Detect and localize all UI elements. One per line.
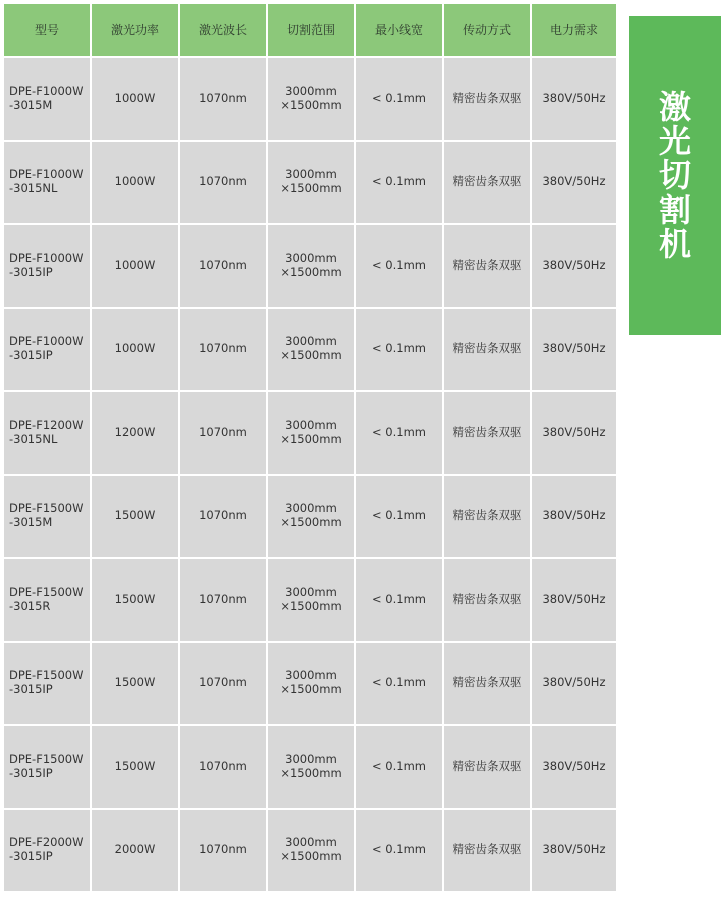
cell-model bbox=[4, 309, 92, 393]
cell-model bbox=[4, 142, 92, 226]
cell-range-line: ×1500mm bbox=[280, 598, 342, 613]
cell-drive: 精密齿条双驱 bbox=[444, 225, 532, 309]
cell-range bbox=[268, 810, 356, 894]
cell-model bbox=[4, 58, 92, 142]
cell-model-line: DPE-F1200W bbox=[9, 417, 84, 432]
cell-drive: 精密齿条双驱 bbox=[444, 726, 532, 810]
table-header-row bbox=[4, 4, 618, 58]
cell-model-line: DPE-F1500W bbox=[9, 584, 84, 599]
cell-model-line: DPE-F1500W bbox=[9, 751, 84, 766]
cell-model bbox=[4, 392, 92, 476]
table-body bbox=[4, 58, 618, 893]
cell-drive: 精密齿条双驱 bbox=[444, 559, 532, 643]
cell-power: 1000W bbox=[92, 142, 180, 226]
banner-char: 切 bbox=[658, 156, 691, 195]
cell-electric: 380V/50Hz bbox=[532, 142, 618, 226]
table-row bbox=[4, 309, 618, 393]
header-wavelength: 激光波长 bbox=[180, 4, 268, 58]
cell-power: 1200W bbox=[92, 392, 180, 476]
header-range: 切割范围 bbox=[268, 4, 356, 58]
header-electric: 电力需求 bbox=[532, 4, 618, 58]
cell-model-line: DPE-F1000W bbox=[9, 167, 84, 182]
cell-electric: 380V/50Hz bbox=[532, 643, 618, 727]
cell-wavelength: 1070nm bbox=[180, 392, 268, 476]
cell-electric: 380V/50Hz bbox=[532, 309, 618, 393]
cell-range-line: ×1500mm bbox=[280, 515, 342, 530]
cell-wavelength: 1070nm bbox=[180, 225, 268, 309]
cell-electric: 380V/50Hz bbox=[532, 476, 618, 560]
cell-model-line: -3015R bbox=[9, 598, 51, 613]
cell-model-line: -3015IP bbox=[9, 264, 53, 279]
cell-electric: 380V/50Hz bbox=[532, 810, 618, 894]
cell-range bbox=[268, 643, 356, 727]
header-power: 激光功率 bbox=[92, 4, 180, 58]
cell-range-line: 3000mm bbox=[285, 584, 337, 599]
cell-range-line: 3000mm bbox=[285, 417, 337, 432]
cell-model-line: DPE-F1000W bbox=[9, 334, 84, 349]
cell-model-line: -3015IP bbox=[9, 765, 53, 780]
cell-range-line: 3000mm bbox=[285, 501, 337, 516]
cell-range-line: ×1500mm bbox=[280, 348, 342, 363]
cell-model-line: -3015M bbox=[9, 97, 53, 112]
cell-power: 2000W bbox=[92, 810, 180, 894]
cell-range-line: 3000mm bbox=[285, 334, 337, 349]
table-row bbox=[4, 142, 618, 226]
product-banner bbox=[629, 16, 721, 335]
cell-wavelength: 1070nm bbox=[180, 476, 268, 560]
cell-range bbox=[268, 142, 356, 226]
cell-range bbox=[268, 225, 356, 309]
cell-model-line: DPE-F1000W bbox=[9, 250, 84, 265]
table-row bbox=[4, 559, 618, 643]
cell-model bbox=[4, 643, 92, 727]
cell-range-line: ×1500mm bbox=[280, 264, 342, 279]
table-row bbox=[4, 726, 618, 810]
cell-wavelength: 1070nm bbox=[180, 309, 268, 393]
cell-power: 1500W bbox=[92, 726, 180, 810]
cell-model-line: -3015IP bbox=[9, 348, 53, 363]
cell-range-line: 3000mm bbox=[285, 668, 337, 683]
banner-char: 激 bbox=[658, 87, 691, 126]
cell-range-line: ×1500mm bbox=[280, 682, 342, 697]
cell-linewidth: < 0.1mm bbox=[356, 225, 444, 309]
banner-char: 割 bbox=[658, 190, 691, 229]
cell-range-line: 3000mm bbox=[285, 83, 337, 98]
cell-power: 1500W bbox=[92, 476, 180, 560]
cell-range bbox=[268, 726, 356, 810]
cell-drive: 精密齿条双驱 bbox=[444, 643, 532, 727]
cell-model-line: -3015IP bbox=[9, 849, 53, 864]
cell-power: 1500W bbox=[92, 643, 180, 727]
cell-range bbox=[268, 476, 356, 560]
cell-electric: 380V/50Hz bbox=[532, 559, 618, 643]
cell-range-line: 3000mm bbox=[285, 835, 337, 850]
cell-wavelength: 1070nm bbox=[180, 559, 268, 643]
cell-drive: 精密齿条双驱 bbox=[444, 810, 532, 894]
cell-model-line: -3015NL bbox=[9, 431, 58, 446]
cell-range-line: ×1500mm bbox=[280, 97, 342, 112]
cell-drive: 精密齿条双驱 bbox=[444, 476, 532, 560]
table-row bbox=[4, 58, 618, 142]
cell-model bbox=[4, 476, 92, 560]
cell-linewidth: < 0.1mm bbox=[356, 559, 444, 643]
cell-wavelength: 1070nm bbox=[180, 58, 268, 142]
cell-model bbox=[4, 225, 92, 309]
cell-model-line: -3015IP bbox=[9, 682, 53, 697]
cell-electric: 380V/50Hz bbox=[532, 58, 618, 142]
cell-range bbox=[268, 392, 356, 476]
cell-model-line: DPE-F2000W bbox=[9, 835, 84, 850]
cell-power: 1500W bbox=[92, 559, 180, 643]
table-row bbox=[4, 392, 618, 476]
header-drive: 传动方式 bbox=[444, 4, 532, 58]
cell-linewidth: < 0.1mm bbox=[356, 58, 444, 142]
cell-range-line: ×1500mm bbox=[280, 849, 342, 864]
cell-model-line: -3015NL bbox=[9, 181, 58, 196]
cell-linewidth: < 0.1mm bbox=[356, 476, 444, 560]
cell-linewidth: < 0.1mm bbox=[356, 309, 444, 393]
cell-range bbox=[268, 309, 356, 393]
cell-linewidth: < 0.1mm bbox=[356, 142, 444, 226]
cell-range-line: 3000mm bbox=[285, 751, 337, 766]
banner-char: 机 bbox=[658, 224, 691, 263]
cell-range-line: ×1500mm bbox=[280, 765, 342, 780]
header-model: 型号 bbox=[4, 4, 92, 58]
table-row bbox=[4, 476, 618, 560]
cell-range bbox=[268, 58, 356, 142]
cell-range bbox=[268, 559, 356, 643]
cell-wavelength: 1070nm bbox=[180, 142, 268, 226]
banner-char: 光 bbox=[658, 122, 691, 161]
cell-range-line: 3000mm bbox=[285, 167, 337, 182]
cell-electric: 380V/50Hz bbox=[532, 726, 618, 810]
cell-wavelength: 1070nm bbox=[180, 810, 268, 894]
cell-model bbox=[4, 559, 92, 643]
cell-wavelength: 1070nm bbox=[180, 726, 268, 810]
cell-wavelength: 1070nm bbox=[180, 643, 268, 727]
table-row bbox=[4, 810, 618, 894]
cell-linewidth: < 0.1mm bbox=[356, 810, 444, 894]
cell-power: 1000W bbox=[92, 58, 180, 142]
spec-table bbox=[4, 4, 618, 893]
cell-model-line: DPE-F1500W bbox=[9, 501, 84, 516]
cell-drive: 精密齿条双驱 bbox=[444, 58, 532, 142]
cell-model-line: DPE-F1000W bbox=[9, 83, 84, 98]
cell-drive: 精密齿条双驱 bbox=[444, 142, 532, 226]
cell-model bbox=[4, 726, 92, 810]
cell-linewidth: < 0.1mm bbox=[356, 643, 444, 727]
cell-range-line: ×1500mm bbox=[280, 181, 342, 196]
table-row bbox=[4, 225, 618, 309]
cell-drive: 精密齿条双驱 bbox=[444, 309, 532, 393]
cell-linewidth: < 0.1mm bbox=[356, 392, 444, 476]
cell-linewidth: < 0.1mm bbox=[356, 726, 444, 810]
cell-range-line: ×1500mm bbox=[280, 431, 342, 446]
cell-model-line: DPE-F1500W bbox=[9, 668, 84, 683]
cell-electric: 380V/50Hz bbox=[532, 225, 618, 309]
cell-model-line: -3015M bbox=[9, 515, 53, 530]
cell-electric: 380V/50Hz bbox=[532, 392, 618, 476]
cell-drive: 精密齿条双驱 bbox=[444, 392, 532, 476]
header-linewidth: 最小线宽 bbox=[356, 4, 444, 58]
table-row bbox=[4, 643, 618, 727]
cell-model bbox=[4, 810, 92, 894]
cell-range-line: 3000mm bbox=[285, 250, 337, 265]
cell-power: 1000W bbox=[92, 225, 180, 309]
cell-power: 1000W bbox=[92, 309, 180, 393]
